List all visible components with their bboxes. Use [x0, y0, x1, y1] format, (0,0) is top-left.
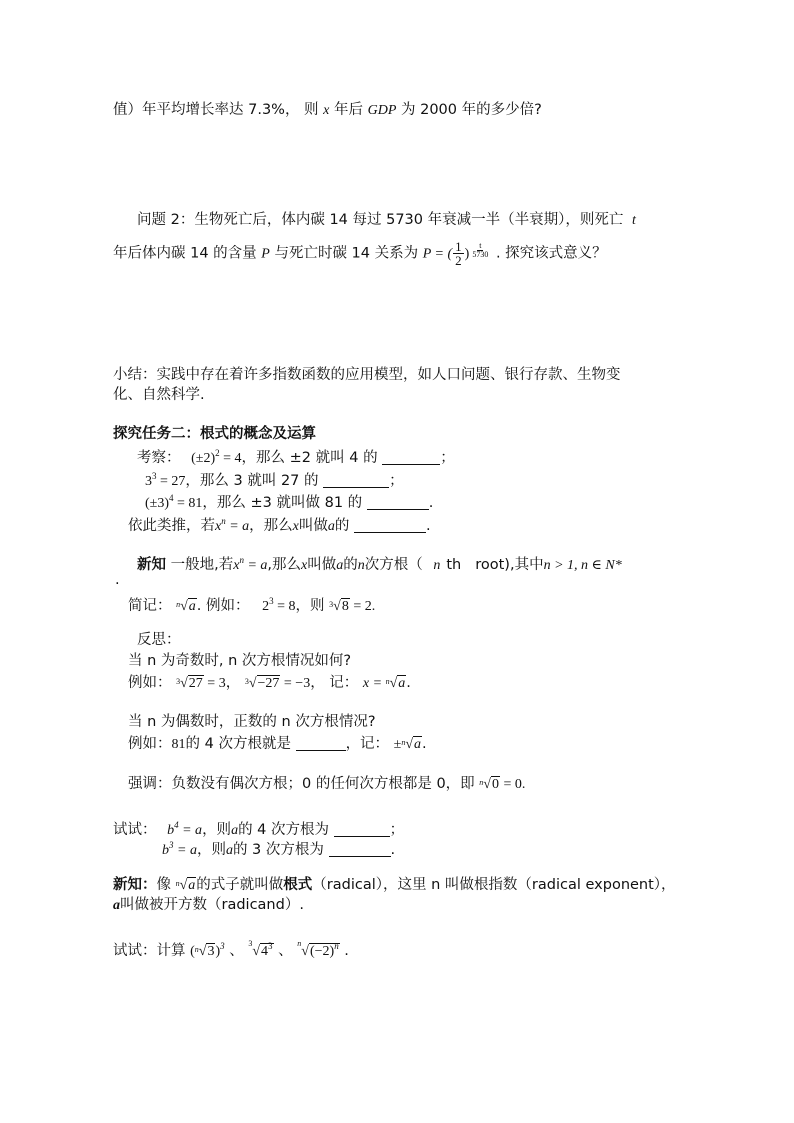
new-knowledge-label: 新知： [113, 877, 157, 893]
radical-definition-line1: 新知：像 n √a的式子就叫做根式（radical），这里 n 叫做根指数（radical exponent）， [113, 875, 676, 896]
gdp-term: GDP [367, 103, 397, 118]
answer-blank[interactable] [354, 518, 426, 533]
answer-blank[interactable] [367, 495, 429, 510]
radical-term: 根式 [283, 877, 313, 893]
condition: n > 1, n ∈ N* [543, 558, 622, 573]
task2-heading: 探究任务二：根式的概念及运算 [113, 426, 316, 442]
odd-example: 例如： 3 √27 = 3， 3 √−27 = −3， 记： x = n √a. [128, 673, 411, 694]
reflect-label: 反思： [137, 632, 181, 648]
def-dot: . [115, 572, 120, 588]
try1-line1: 试试： $b^4 = a$，则a的 4 次方根为 ； [113, 820, 405, 838]
var-x: x [323, 103, 330, 118]
emphasis-line: 强调：负数没有偶次方根；0 的任何次方根都是 0，即 n √0 = 0. [128, 774, 525, 795]
try-label: 试试： [113, 822, 157, 838]
nth-root-a: n √a [176, 599, 196, 614]
answer-blank[interactable] [296, 736, 346, 751]
text: 一般地,若 [170, 557, 234, 573]
text: 例如： [128, 736, 172, 752]
text: 值）年平均增长率达 7.3%， 则 [113, 102, 319, 118]
text: 问题 2：生物死亡后，体内碳 14 每过 5730 年衰减一半（半衰期），则死亡 [137, 212, 624, 228]
try2-line: 试试：计算 ( n √3)$^3$ 、 3 $√4^3$ 、 n $√(-2)^n$ . [113, 936, 349, 962]
answer-blank[interactable] [382, 450, 440, 465]
problem2-line1 [137, 210, 636, 231]
math: (±3) [145, 496, 170, 511]
math: (±2) [191, 451, 216, 466]
half-fraction: $\frac{1}{2}$ [455, 239, 462, 268]
nth-root-neg2-pow-n: n $√(-2)^n$ [297, 939, 339, 959]
text: ，那么 [249, 518, 293, 534]
var-P: P [261, 246, 270, 262]
summary-line1: 小结：实践中存在着许多指数函数的应用模型，如人口问题、银行存款、生物变 [113, 367, 621, 383]
problem2-line2: 年后体内碳 14 的含量 P 与死亡时碳 14 关系为 P = ( $\frac{1}{2}$ ) $\frac{t}{5730}$ . 探究该式意义？ [113, 239, 607, 268]
odd-question: 当 n 为奇数时, n 次方根情况如何? [128, 653, 352, 669]
even-example: 例如：81的 4 次方根就是 ，记： ± n √a. [128, 734, 427, 755]
text: ，那么 3 就叫 27 的 [185, 473, 319, 489]
nth-root-a: n √a [385, 676, 406, 691]
even-question: 当 n 为偶数时，正数的 n 次方根情况? [128, 714, 376, 730]
formula-lhs: P = ( [422, 246, 453, 262]
answer-blank[interactable] [323, 473, 389, 488]
text: 为 2000 年的多少倍? [401, 102, 542, 118]
observe-line2: $3^3 = 27$，那么 3 就叫 27 的 ； [145, 471, 404, 489]
new-knowledge-label: 新知 [137, 557, 166, 573]
notation-line: 简记： n √a. 例如： $2^3 = 8$，则 3 √8 = 2. [128, 591, 375, 617]
brief-label: 简记： [128, 598, 172, 614]
text: ，那么 ±2 就叫 4 的 [241, 450, 378, 466]
analog-line: 依此类推，若$x^n = a$，那么x叫做a的 . [128, 516, 431, 534]
nth-root-definition: 新知 一般地,若$x^n = a$,那么x叫做a的n次方根（ n th root),其中n > 1, n ∈ N* [137, 555, 622, 573]
nth-root-a: n √a [175, 878, 196, 893]
observe-line3: $(\pm 3)^4 = 81$，那么 ±3 就叫做 81 的 . [145, 493, 434, 511]
cube-root-4-cubed: 3 $√4^3$ [248, 939, 273, 959]
var-t: t [631, 213, 636, 228]
math: 3 [145, 474, 152, 489]
cube-root-27: 3 √27 [176, 676, 203, 691]
text: 例如： [128, 675, 172, 691]
text: 年后体内碳 14 的含量 [113, 245, 257, 262]
answer-blank[interactable] [329, 842, 391, 857]
cube-root-neg27: 3 √−27 [244, 676, 280, 691]
observe-line1: 考察： $(\pm 2)^2 = 4$，那么 ±2 就叫 4 的 ； [137, 448, 455, 466]
radical-definition-line2: a叫做被开方数（radicand）. [113, 897, 304, 913]
text: ，那么 ±3 就叫做 81 的 [202, 495, 363, 511]
summary-line2: 化、自然科学. [113, 387, 205, 403]
observe-label: 考察： [137, 450, 181, 466]
exponent-fraction: $\frac{t}{5730}$ [472, 240, 489, 259]
try1-line2: $b^3 = a$，则a的 3 次方根为 . [162, 840, 396, 858]
nth-root-3: n √3 [194, 944, 215, 959]
try-label: 试试： [113, 943, 157, 959]
gdp-question-line [113, 100, 542, 121]
cube-root-8: 3 √8 [329, 599, 349, 614]
nth-root-zero: n √0 [479, 777, 499, 792]
text: 强调：负数没有偶次方根；0 的任何次方根都是 0，即 [128, 776, 475, 792]
text: 年后 [334, 102, 363, 118]
text: . 探究该式意义？ [495, 245, 607, 262]
text: 依此类推，若 [128, 518, 215, 534]
text: 与死亡时碳 14 关系为 [274, 245, 419, 262]
nth-root-a: n √a [401, 737, 422, 752]
